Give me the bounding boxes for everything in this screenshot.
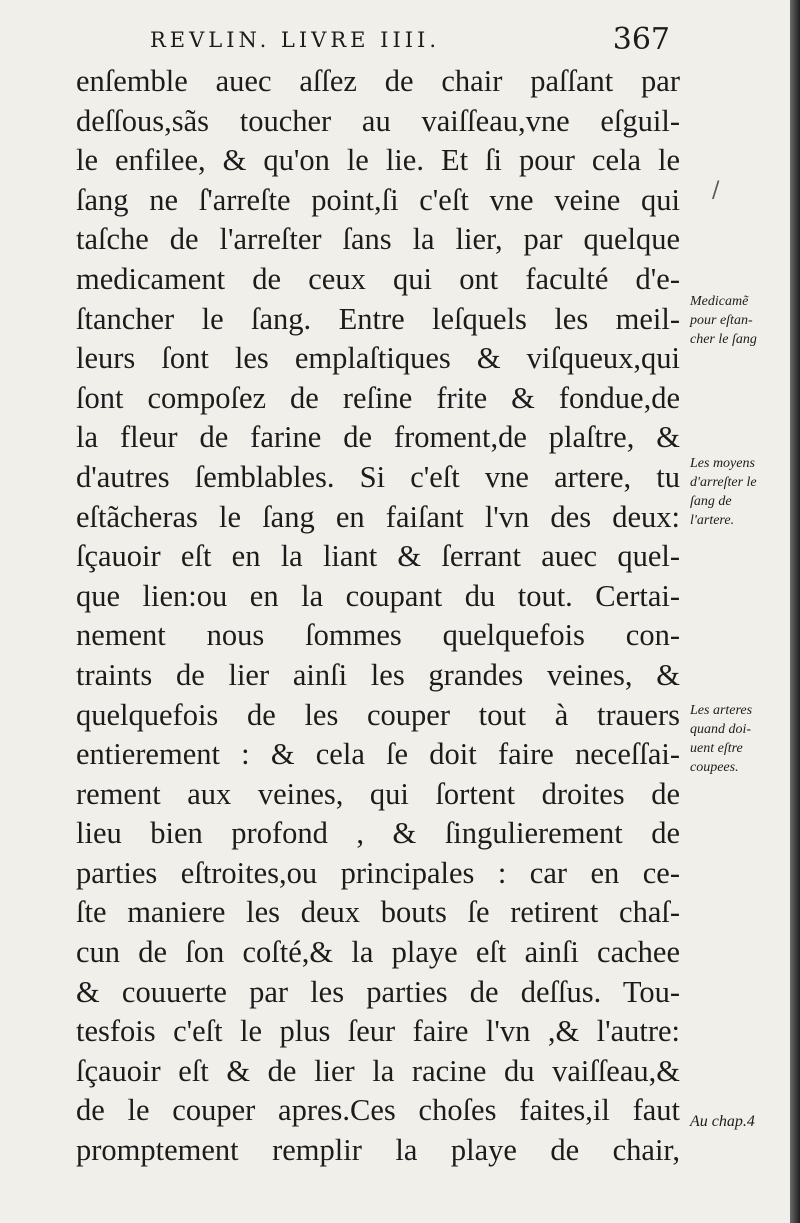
margin-note-line: Les moyens — [690, 456, 755, 471]
text-line: cun de ſon coſté,& la playe eſt ainſi cachee — [76, 935, 680, 970]
text-line: ſçauoir eſt & de lier la racine du vaiſſeau,& — [76, 1053, 680, 1088]
text-line: promptement remplir la playe de chair, — [76, 1133, 680, 1168]
margin-note-line: uent eſtre — [690, 741, 743, 756]
margin-note-line: ſang de — [690, 494, 732, 509]
text-line: eſtãcheras le ſang en faiſant l'vn des deux: — [76, 499, 680, 534]
text-line: taſche de l'arreſter ſans la lier, par quelque — [76, 222, 680, 257]
page-header — [150, 22, 670, 58]
margin-note-line: l'artere. — [690, 513, 735, 528]
running-head: REVLIN. LIVRE IIII. — [150, 28, 441, 52]
text-line: parties eſtroites,ou principales : car en ce- — [76, 855, 680, 890]
text-line: deſſous,sãs toucher au vaiſſeau,vne eſguil- — [76, 103, 680, 138]
page-number: 367 — [612, 22, 670, 57]
text-line: de le couper apres.Ces choſes faites,il faut — [76, 1093, 680, 1128]
text-line: & couuerte par les parties de deſſus. Tou- — [76, 974, 680, 1009]
margin-note-line: Medicamẽ — [690, 294, 749, 309]
margin-note-line: pour eſtan- — [690, 313, 753, 328]
margin-note-line: Au chap.4 — [690, 1113, 755, 1130]
text-line: traints de lier ainſi les grandes veines, & — [76, 657, 680, 692]
page-edge — [790, 0, 800, 1223]
body-text — [76, 62, 680, 1171]
text-line: tesfois c'eſt le plus ſeur faire l'vn ,& l'autre: — [76, 1014, 680, 1049]
text-line: nement nous ſommes quelquefois con- — [76, 618, 680, 653]
margin-note-line: quand doi- — [690, 722, 752, 737]
text-line: le enfilee, & qu'on le lie. Et ſi pour cela le — [76, 143, 680, 178]
text-line: que lien:ou en la coupant du tout. Certai- — [76, 578, 680, 613]
margin-note-artere — [690, 454, 757, 530]
text-line: ſang ne ſ'arreſte point,ſi c'eſt vne veine qui — [76, 182, 680, 217]
pen-mark: / — [712, 178, 720, 203]
text-line: leurs ſont les emplaſtiques & viſqueux,qui — [76, 341, 680, 376]
margin-note-line: Les arteres — [690, 703, 753, 718]
text-line: lieu bien profond , & ſingulierement de — [76, 816, 680, 851]
text-line: ſont compoſez de reſine frite & fondue,de — [76, 380, 680, 415]
text-line: ſte maniere les deux bouts ſe retirent chaſ- — [76, 895, 680, 930]
margin-note-line: d'arreſter le — [690, 475, 757, 490]
text-line: quelquefois de les couper tout à trauers — [76, 697, 680, 732]
text-line: ſçauoir eſt en la liant & ſerrant auec quel- — [76, 539, 680, 574]
margin-note-line: cher le ſang — [690, 332, 757, 347]
margin-note-line: coupees. — [690, 760, 739, 775]
margin-note-medicament — [690, 292, 757, 349]
text-line: entierement : & cela ſe doit faire neceſſai- — [76, 737, 680, 772]
text-line: la fleur de farine de froment,de plaſtre, & — [76, 420, 680, 455]
text-line: rement aux veines, qui ſortent droites de — [76, 776, 680, 811]
text-line: ſtancher le ſang. Entre leſquels les meil- — [76, 301, 680, 336]
text-line: medicament de ceux qui ont faculté d'e- — [76, 261, 680, 296]
text-line: enſemble auec aſſez de chair paſſant par — [76, 64, 680, 98]
text-line: d'autres ſemblables. Si c'eſt vne artere, tu — [76, 459, 680, 494]
margin-note-arteres-coupees — [690, 701, 752, 777]
margin-note-chapter-ref — [690, 1112, 755, 1131]
